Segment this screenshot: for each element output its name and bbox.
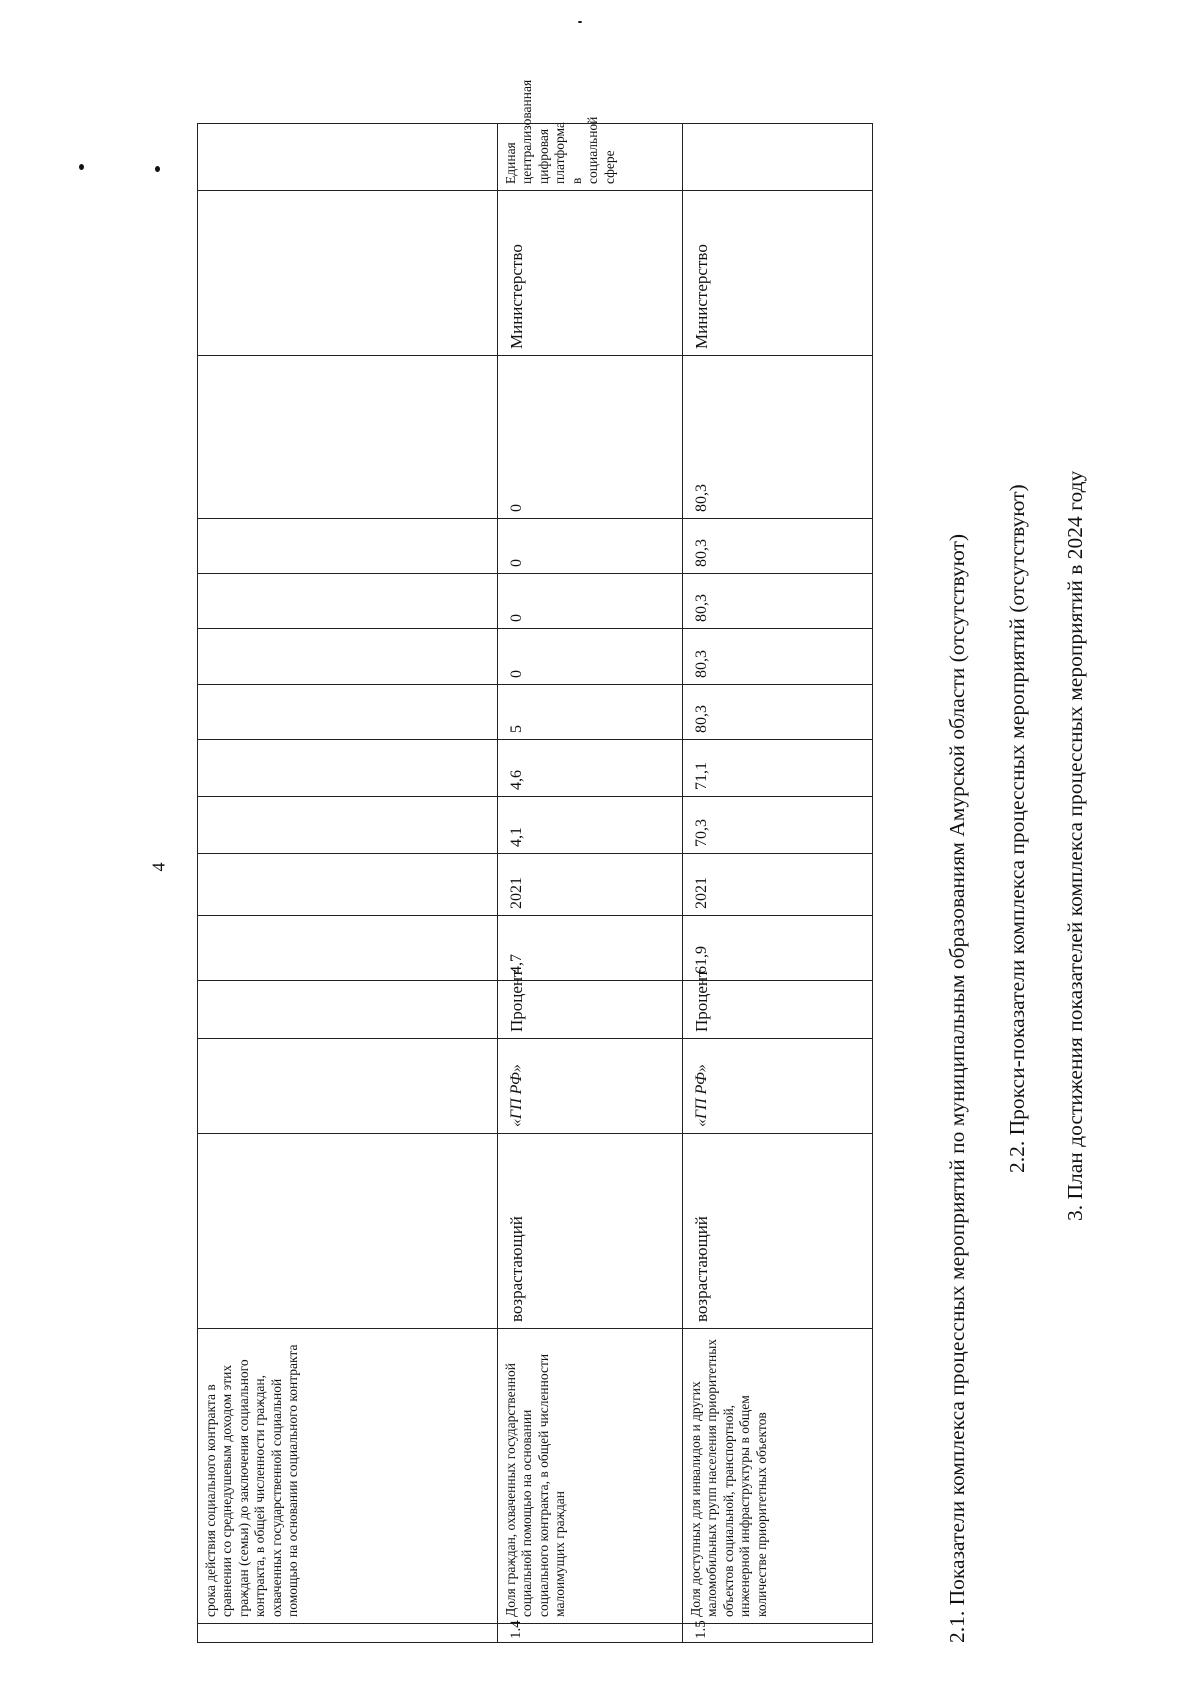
value-cell: 4,6 [498, 740, 683, 797]
section-heading-2-1: 2.1. Показатели комплекса процессных мероприятий по муниципальным образованиям Амурской области (отсутствуют) [945, 533, 969, 1643]
table-row [198, 124, 498, 1643]
value-cell: 71,1 [683, 740, 873, 797]
value-cell [198, 797, 498, 854]
unit-cell: Процент [683, 981, 873, 1039]
scan-speck [578, 21, 582, 23]
row-index: 1.4 [498, 1624, 683, 1643]
value-cell [198, 519, 498, 574]
base-year-cell [198, 854, 498, 916]
indicators-table [197, 79, 873, 1643]
value-cell [198, 574, 498, 629]
row-index [198, 1624, 498, 1643]
value-cell [198, 740, 498, 797]
indicator-name: Доля граждан, охваченных государственной социальной помощью на основании социального контракта, в общей численности малоимущих граждан [498, 1329, 683, 1624]
trend-cell [198, 1134, 498, 1329]
scan-speck [79, 164, 84, 170]
value-cell: 4,1 [498, 797, 683, 854]
info-system-cell [683, 124, 873, 191]
info-system-cell [198, 124, 498, 191]
indicator-name: срока действия социального контракта в сравнении со среднедушевым доходом этих граждан (семьи) до заключения социального контракта, в общей численности граждан, охваченных государственной социальной помощью на основании социального контракта [198, 1329, 498, 1624]
section-heading-3: 3. План достижения показателей комплекса процессных мероприятий в 2024 году [1063, 470, 1087, 1221]
page-number: 4 [148, 862, 169, 872]
value-cell: 80,3 [683, 519, 873, 574]
value-cell: 80,3 [683, 574, 873, 629]
base-value-cell [198, 916, 498, 981]
rotated-content [197, 79, 1167, 1643]
value-cell: 5 [498, 685, 683, 740]
responsible-cell: Министерство [683, 191, 873, 356]
level-cell: «ГП РФ» [498, 1039, 683, 1134]
section-heading-2-2: 2.2. Прокси-показатели комплекса процессных мероприятий (отсутствуют) [1005, 484, 1029, 1173]
value-cell: 0 [498, 629, 683, 685]
unit-cell [198, 981, 498, 1039]
base-year-cell: 2021 [498, 854, 683, 916]
level-cell [198, 1039, 498, 1134]
value-cell: 80,3 [683, 685, 873, 740]
responsible-cell [198, 191, 498, 356]
base-year-cell: 2021 [683, 854, 873, 916]
scan-speck [155, 166, 160, 172]
value-cell: 70,3 [683, 797, 873, 854]
value-cell: 0 [498, 519, 683, 574]
row-index: 1.5 [683, 1624, 873, 1643]
value-cell: 80,3 [683, 356, 873, 519]
info-system-cell: Единая централизованная цифровая платформа в социальной сфере [498, 124, 683, 191]
value-cell: 80,3 [683, 629, 873, 685]
value-cell [198, 356, 498, 519]
table-row [498, 124, 683, 1643]
value-cell [198, 629, 498, 685]
value-cell: 0 [498, 356, 683, 519]
value-cell: 0 [498, 574, 683, 629]
indicator-name: Доля доступных для инвалидов и других маломобильных групп населения приоритетных объектов социальной, транспортной, инженерной инфраструктуры в общем количестве приоритетных объектов [683, 1329, 873, 1624]
table-row [683, 124, 873, 1643]
trend-cell: возрастающий [683, 1134, 873, 1329]
value-cell [198, 685, 498, 740]
level-cell: «ГП РФ» [683, 1039, 873, 1134]
base-value-cell: 61,9 [683, 916, 873, 981]
responsible-cell: Министерство [498, 191, 683, 356]
base-value-cell: 4,7 [498, 916, 683, 981]
unit-cell: Процент [498, 981, 683, 1039]
trend-cell: возрастающий [498, 1134, 683, 1329]
